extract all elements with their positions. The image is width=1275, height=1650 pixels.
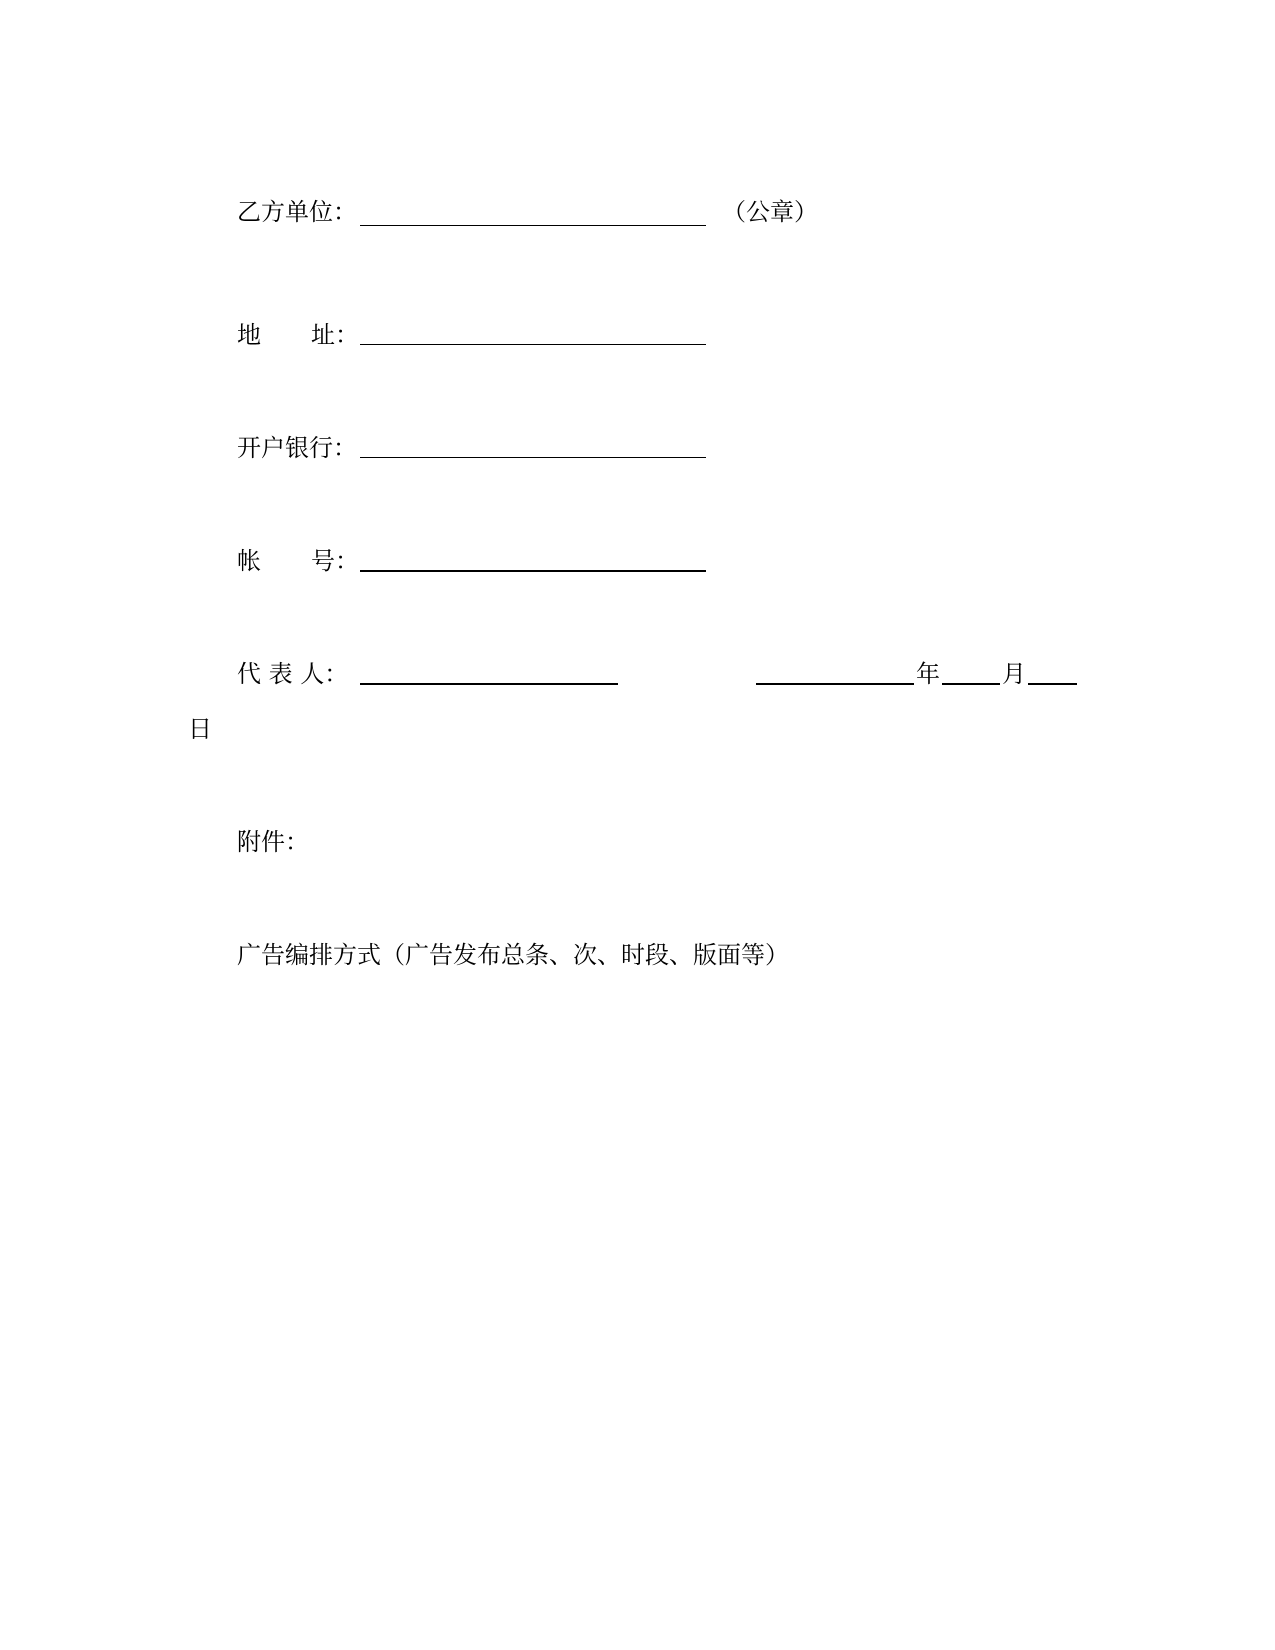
address-label-part1: 地 xyxy=(237,321,261,349)
seal-note: （公章） xyxy=(722,198,818,226)
account-row xyxy=(0,546,1275,576)
day-row xyxy=(0,714,1275,744)
address-label-part2: 址： xyxy=(311,321,359,349)
address-row xyxy=(0,320,1275,350)
representative-label: 代 表 人： xyxy=(237,660,349,688)
representative-blank[interactable] xyxy=(360,683,618,685)
party-b-unit-blank[interactable] xyxy=(360,225,706,226)
party-b-unit-row xyxy=(0,197,1275,227)
bank-blank[interactable] xyxy=(360,457,706,458)
party-b-unit-label: 乙方单位： xyxy=(237,198,357,226)
ad-schedule-text: 广告编排方式（广告发布总条、次、时段、版面等） xyxy=(237,941,789,969)
account-blank[interactable] xyxy=(360,570,706,572)
date-month-blank[interactable] xyxy=(942,683,1000,685)
date-day-blank[interactable] xyxy=(1028,683,1077,685)
bank-row xyxy=(0,433,1275,463)
attachment-label: 附件： xyxy=(237,828,309,856)
month-label: 月 xyxy=(1002,660,1026,688)
attachment-row xyxy=(0,827,1275,857)
account-label-part2: 号： xyxy=(311,547,359,575)
year-label: 年 xyxy=(916,660,940,688)
bank-label: 开户银行： xyxy=(237,434,357,462)
account-label-part1: 帐 xyxy=(237,547,261,575)
date-year-blank[interactable] xyxy=(756,683,914,685)
day-label: 日 xyxy=(188,715,212,743)
address-blank[interactable] xyxy=(360,344,706,345)
ad-schedule-row xyxy=(0,940,1275,970)
representative-row xyxy=(0,659,1275,689)
